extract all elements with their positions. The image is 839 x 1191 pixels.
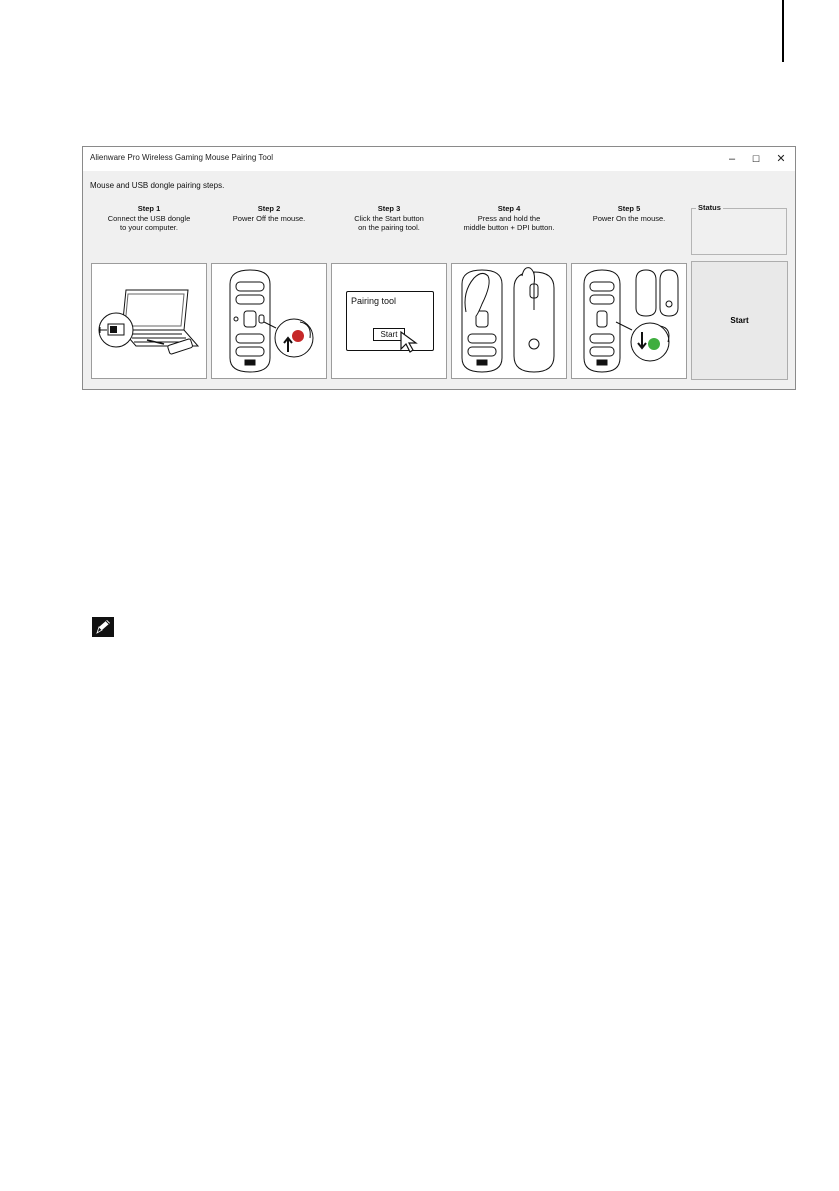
step-5-header <box>569 204 689 223</box>
mouse-press-buttons-icon <box>452 264 566 378</box>
status-label: Status <box>698 203 721 212</box>
step-description: Click the Start button on the pairing tool. <box>354 214 424 232</box>
pairing-tool-start: Start <box>373 328 405 341</box>
step-2-illustration <box>211 263 327 379</box>
step-5-illustration <box>571 263 687 379</box>
maximize-button[interactable]: ☐ <box>751 154 761 164</box>
power-switch-green <box>648 338 660 350</box>
step-description: Power On the mouse. <box>592 214 666 223</box>
close-button[interactable]: ✕ <box>776 153 786 165</box>
step-title: Step 3 <box>377 204 401 213</box>
mouse-cursor-icon <box>399 330 421 354</box>
pairing-tool-title: Pairing tool <box>351 296 397 306</box>
step-4-illustration <box>451 263 567 379</box>
step-description: Power Off the mouse. <box>232 214 306 223</box>
step-title: Step 4 <box>497 204 521 213</box>
step-3-header <box>329 204 449 232</box>
step-4-header <box>449 204 569 232</box>
page-edge-rule <box>782 0 784 62</box>
instructions-heading: Mouse and USB dongle pairing steps. <box>90 181 225 190</box>
step-2-header <box>209 204 329 223</box>
step-title: Step 1 <box>137 204 161 213</box>
status-group <box>691 203 787 255</box>
step-title: Step 5 <box>617 204 641 213</box>
minimize-button[interactable]: – <box>728 153 736 165</box>
mouse-power-on-icon <box>572 264 686 378</box>
title-bar <box>83 147 795 171</box>
pencil-note-icon <box>92 617 114 637</box>
power-switch-red <box>292 330 304 342</box>
pairing-tool-window <box>82 146 796 390</box>
step-1-header <box>89 204 209 232</box>
mouse-power-off-icon <box>212 264 326 378</box>
window-title: Alienware Pro Wireless Gaming Mouse Pairing Tool <box>90 153 274 162</box>
pairing-tool-card <box>346 291 434 351</box>
step-title: Step 2 <box>257 204 281 213</box>
step-description: Connect the USB dongle to your computer. <box>107 214 191 232</box>
step-description: Press and hold the middle button + DPI button. <box>463 214 555 232</box>
step-3-illustration <box>331 263 447 379</box>
start-button[interactable]: Start <box>691 261 788 380</box>
step-1-illustration <box>91 263 207 379</box>
laptop-dongle-icon <box>92 264 206 378</box>
